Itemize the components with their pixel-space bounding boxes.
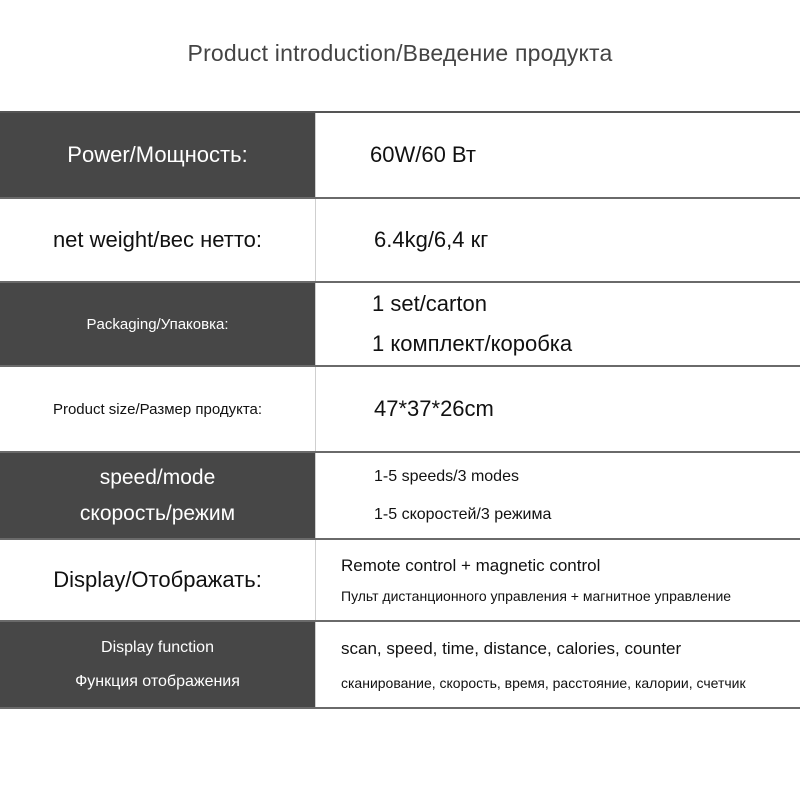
spec-label-net-weight — [0, 199, 316, 281]
spec-value-text: сканирование, скорость, время, расстояние, калории, счетчик — [341, 674, 746, 691]
spec-value-text: 1 комплект/коробка — [372, 331, 573, 356]
spec-label-power — [0, 113, 316, 197]
spec-row-display — [0, 540, 800, 622]
spec-row-net-weight — [0, 199, 800, 283]
spec-row-packaging — [0, 283, 800, 367]
spec-label-text: Packaging/Упаковка: — [86, 315, 229, 333]
spec-label-text: speed/mode — [99, 465, 216, 489]
spec-value-text: Пульт дистанционного управления + магнитное управление — [341, 588, 732, 604]
spec-label-text: скорость/режим — [79, 501, 236, 525]
spec-label-product-size — [0, 367, 316, 451]
spec-value-speed-mode — [316, 453, 800, 538]
spec-value-text: 47*37*26cm — [374, 396, 494, 421]
spec-value-product-size — [316, 367, 800, 451]
spec-label-text: Product size/Размер продукта: — [52, 400, 263, 418]
spec-value-text: 1-5 speeds/3 modes — [374, 467, 519, 485]
spec-value-text: Remote control + magnetic control — [341, 556, 601, 575]
spec-value-display — [316, 540, 800, 620]
spec-value-text: 6.4kg/6,4 кг — [374, 227, 489, 252]
spec-value-text: 1-5 скоростей/3 режима — [374, 505, 552, 523]
spec-row-display-function — [0, 622, 800, 709]
spec-value-text: scan, speed, time, distance, calories, counter — [341, 638, 682, 658]
spec-row-speed-mode — [0, 453, 800, 540]
spec-label-display-function — [0, 622, 316, 707]
spec-value-display-function — [316, 622, 800, 707]
spec-row-power — [0, 113, 800, 199]
spec-label-speed-mode — [0, 453, 316, 538]
spec-value-packaging — [316, 283, 800, 365]
page-title: Product introduction/Введение продукта — [187, 40, 613, 66]
spec-value-power — [316, 113, 800, 197]
spec-row-product-size — [0, 367, 800, 453]
spec-value-text: 60W/60 Вт — [370, 142, 476, 167]
spec-value-net-weight — [316, 199, 800, 281]
spec-label-text: net weight/вес нетто: — [52, 227, 263, 252]
spec-table — [0, 111, 800, 709]
spec-label-display — [0, 540, 316, 620]
spec-label-text: Display/Отображать: — [53, 567, 262, 592]
spec-label-packaging — [0, 283, 316, 365]
spec-label-text: Power/Мощность: — [67, 142, 248, 167]
spec-label-text: Display function — [101, 638, 214, 656]
spec-value-text: 1 set/carton — [372, 291, 487, 316]
spec-label-text: Функция отображения — [75, 672, 240, 690]
